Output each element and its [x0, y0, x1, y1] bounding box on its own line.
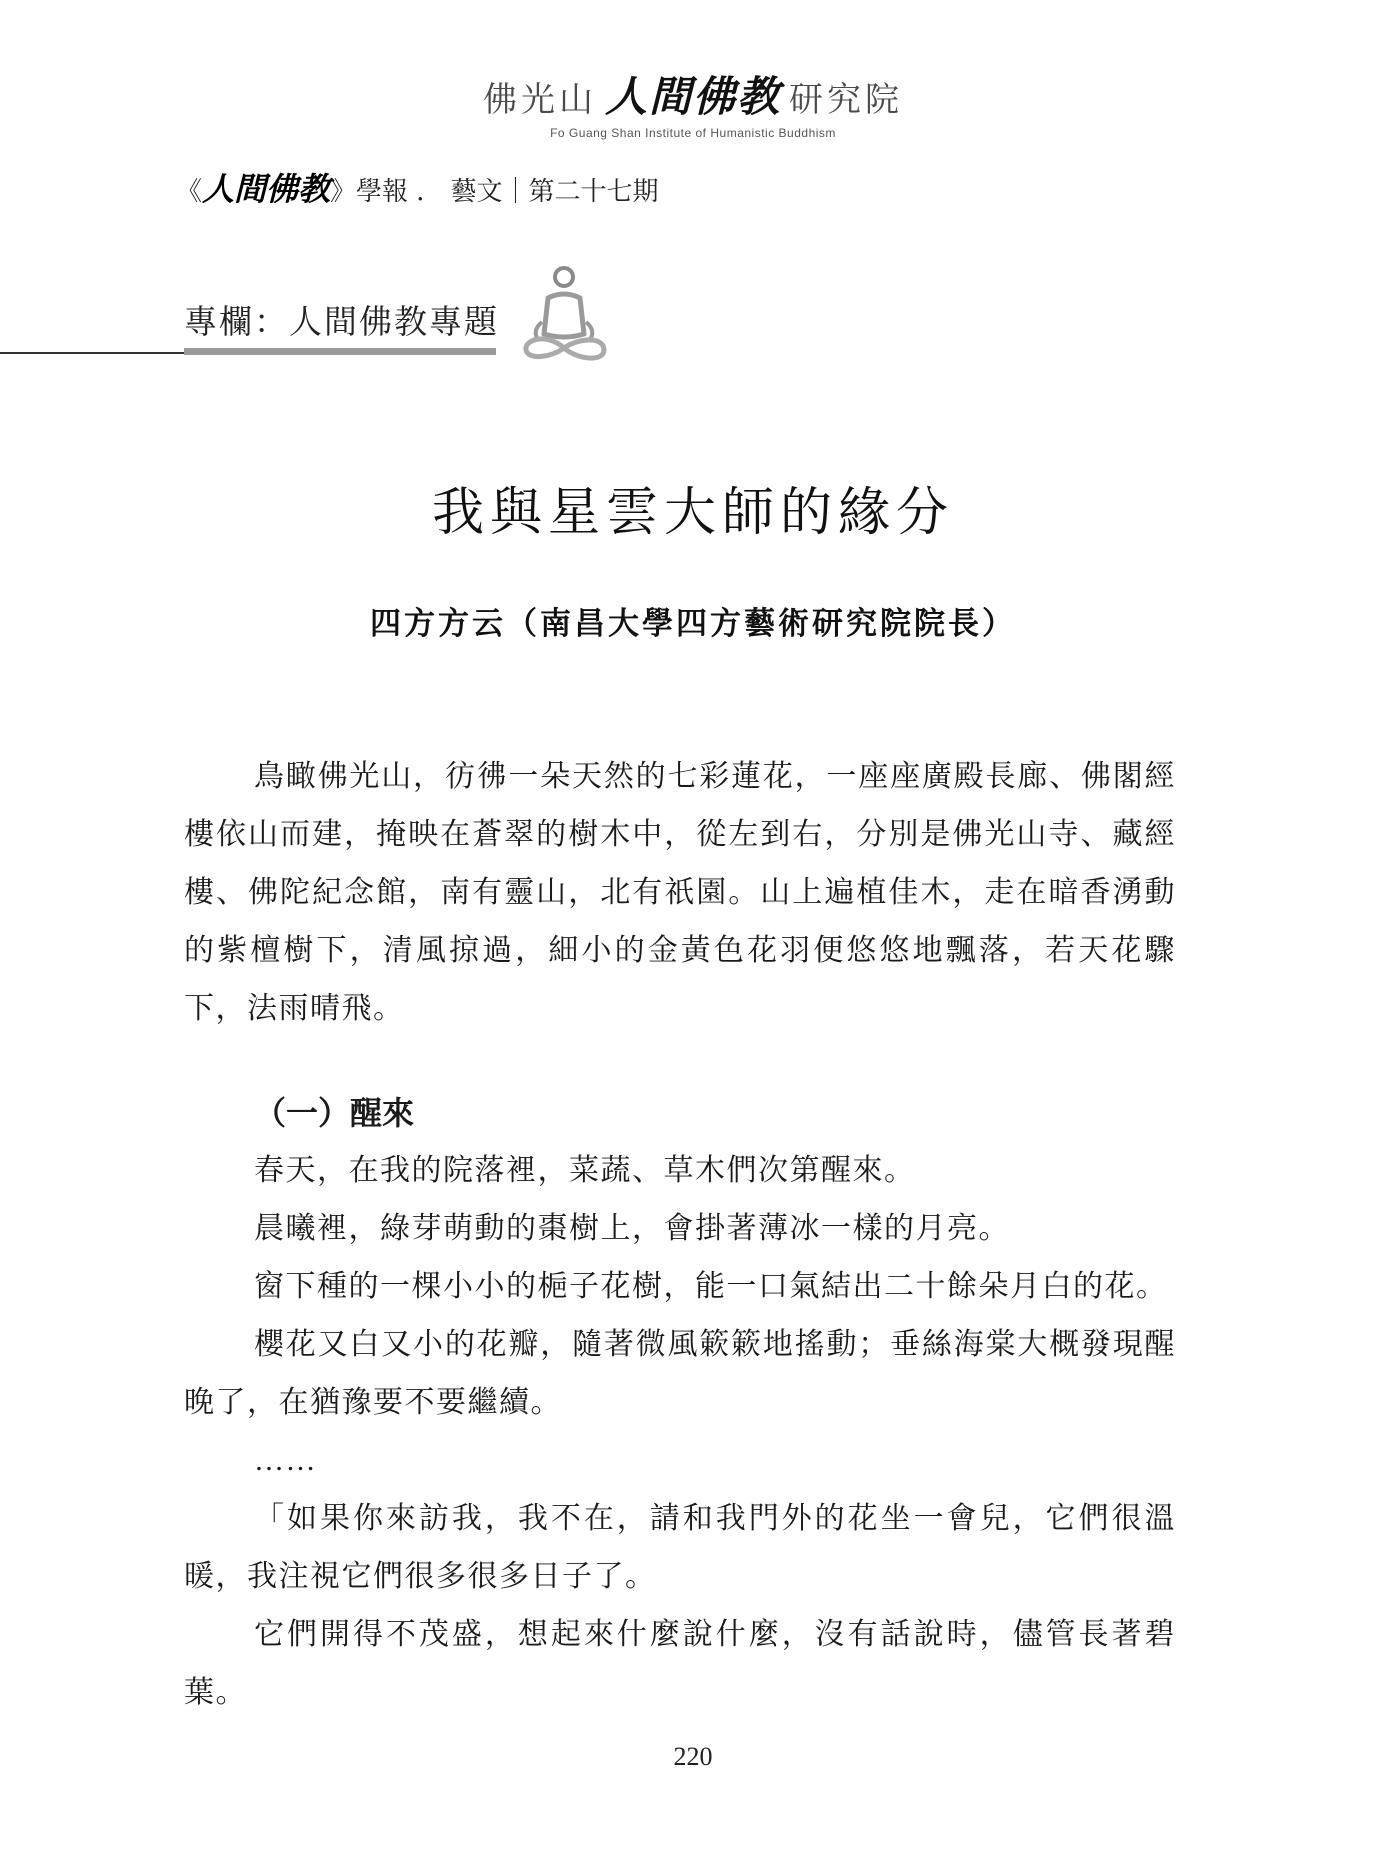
body-paragraph: 它們開得不茂盛，想起來什麼說什麼，沒有話說時，儘管長著碧葉。 [184, 1618, 1176, 1709]
institute-prefix: 佛光山 [482, 80, 597, 120]
ellipsis-line: …… [254, 1444, 317, 1477]
institute-name [0, 64, 1386, 124]
article-author: 四方方云（南昌大學四方藝術研究院院長） [370, 606, 1016, 642]
body-paragraph: 春天，在我的院落裡，菜蔬、草木們次第醒來。 [254, 1154, 916, 1187]
meditating-figure-icon [518, 264, 610, 366]
body-paragraph: 窗下種的一棵小小的梔子花樹，能一口氣結出二十餘朵月白的花。 [254, 1270, 1168, 1303]
institute-header [0, 64, 1386, 140]
lead-section [184, 748, 1176, 1038]
body-paragraph: 晨曦裡，綠芽萌動的棗樹上，會掛著薄冰一樣的月亮。 [254, 1212, 1010, 1245]
body-paragraph: 櫻花又白又小的花瓣，隨著微風簌簌地搖動；垂絲海棠大概發現醒晚了，在猶豫要不要繼續。 [184, 1328, 1176, 1419]
institute-english-name: Fo Guang Shan Institute of Humanistic Buddhism [550, 126, 836, 140]
section-heading: （一）醒來 [254, 1095, 415, 1131]
lead-paragraph: 鳥瞰佛光山，彷彿一朵天然的七彩蓮花，一座座廣殿長廊、佛閣經樓依山而建，掩映在蒼翠的樹木中，從左到右，分別是佛光山寺、藏經樓、佛陀紀念館，南有靈山，北有祇園。山上遍植佳木，走在暗香湧動的紫檀樹下，清風掠過，細小的金黃色花羽便悠悠地飄落，若天花驟下，法雨晴飛。 [184, 759, 1176, 1026]
journal-open-bracket: 《 [176, 177, 203, 207]
institute-suffix: 研究院 [789, 80, 903, 120]
journal-running-head [176, 164, 659, 210]
journal-logo: 人間佛教 [202, 170, 331, 208]
body-paragraph: 「如果你來訪我，我不在，請和我門外的花坐一會兒，它們很溫暖，我注視它們很多很多日子了。 [184, 1502, 1176, 1593]
article-title: 我與星雲大師的緣分 [431, 483, 954, 543]
column-divider-thick [184, 348, 496, 355]
section-one [184, 1084, 1176, 1722]
column-label: 專欄：人間佛教專題 [184, 302, 499, 341]
journal-issue: 》學報 ． 藝文｜第二十七期 [330, 177, 659, 207]
institute-logo: 人間佛教 [604, 72, 781, 121]
page-number: 220 [673, 1742, 713, 1771]
